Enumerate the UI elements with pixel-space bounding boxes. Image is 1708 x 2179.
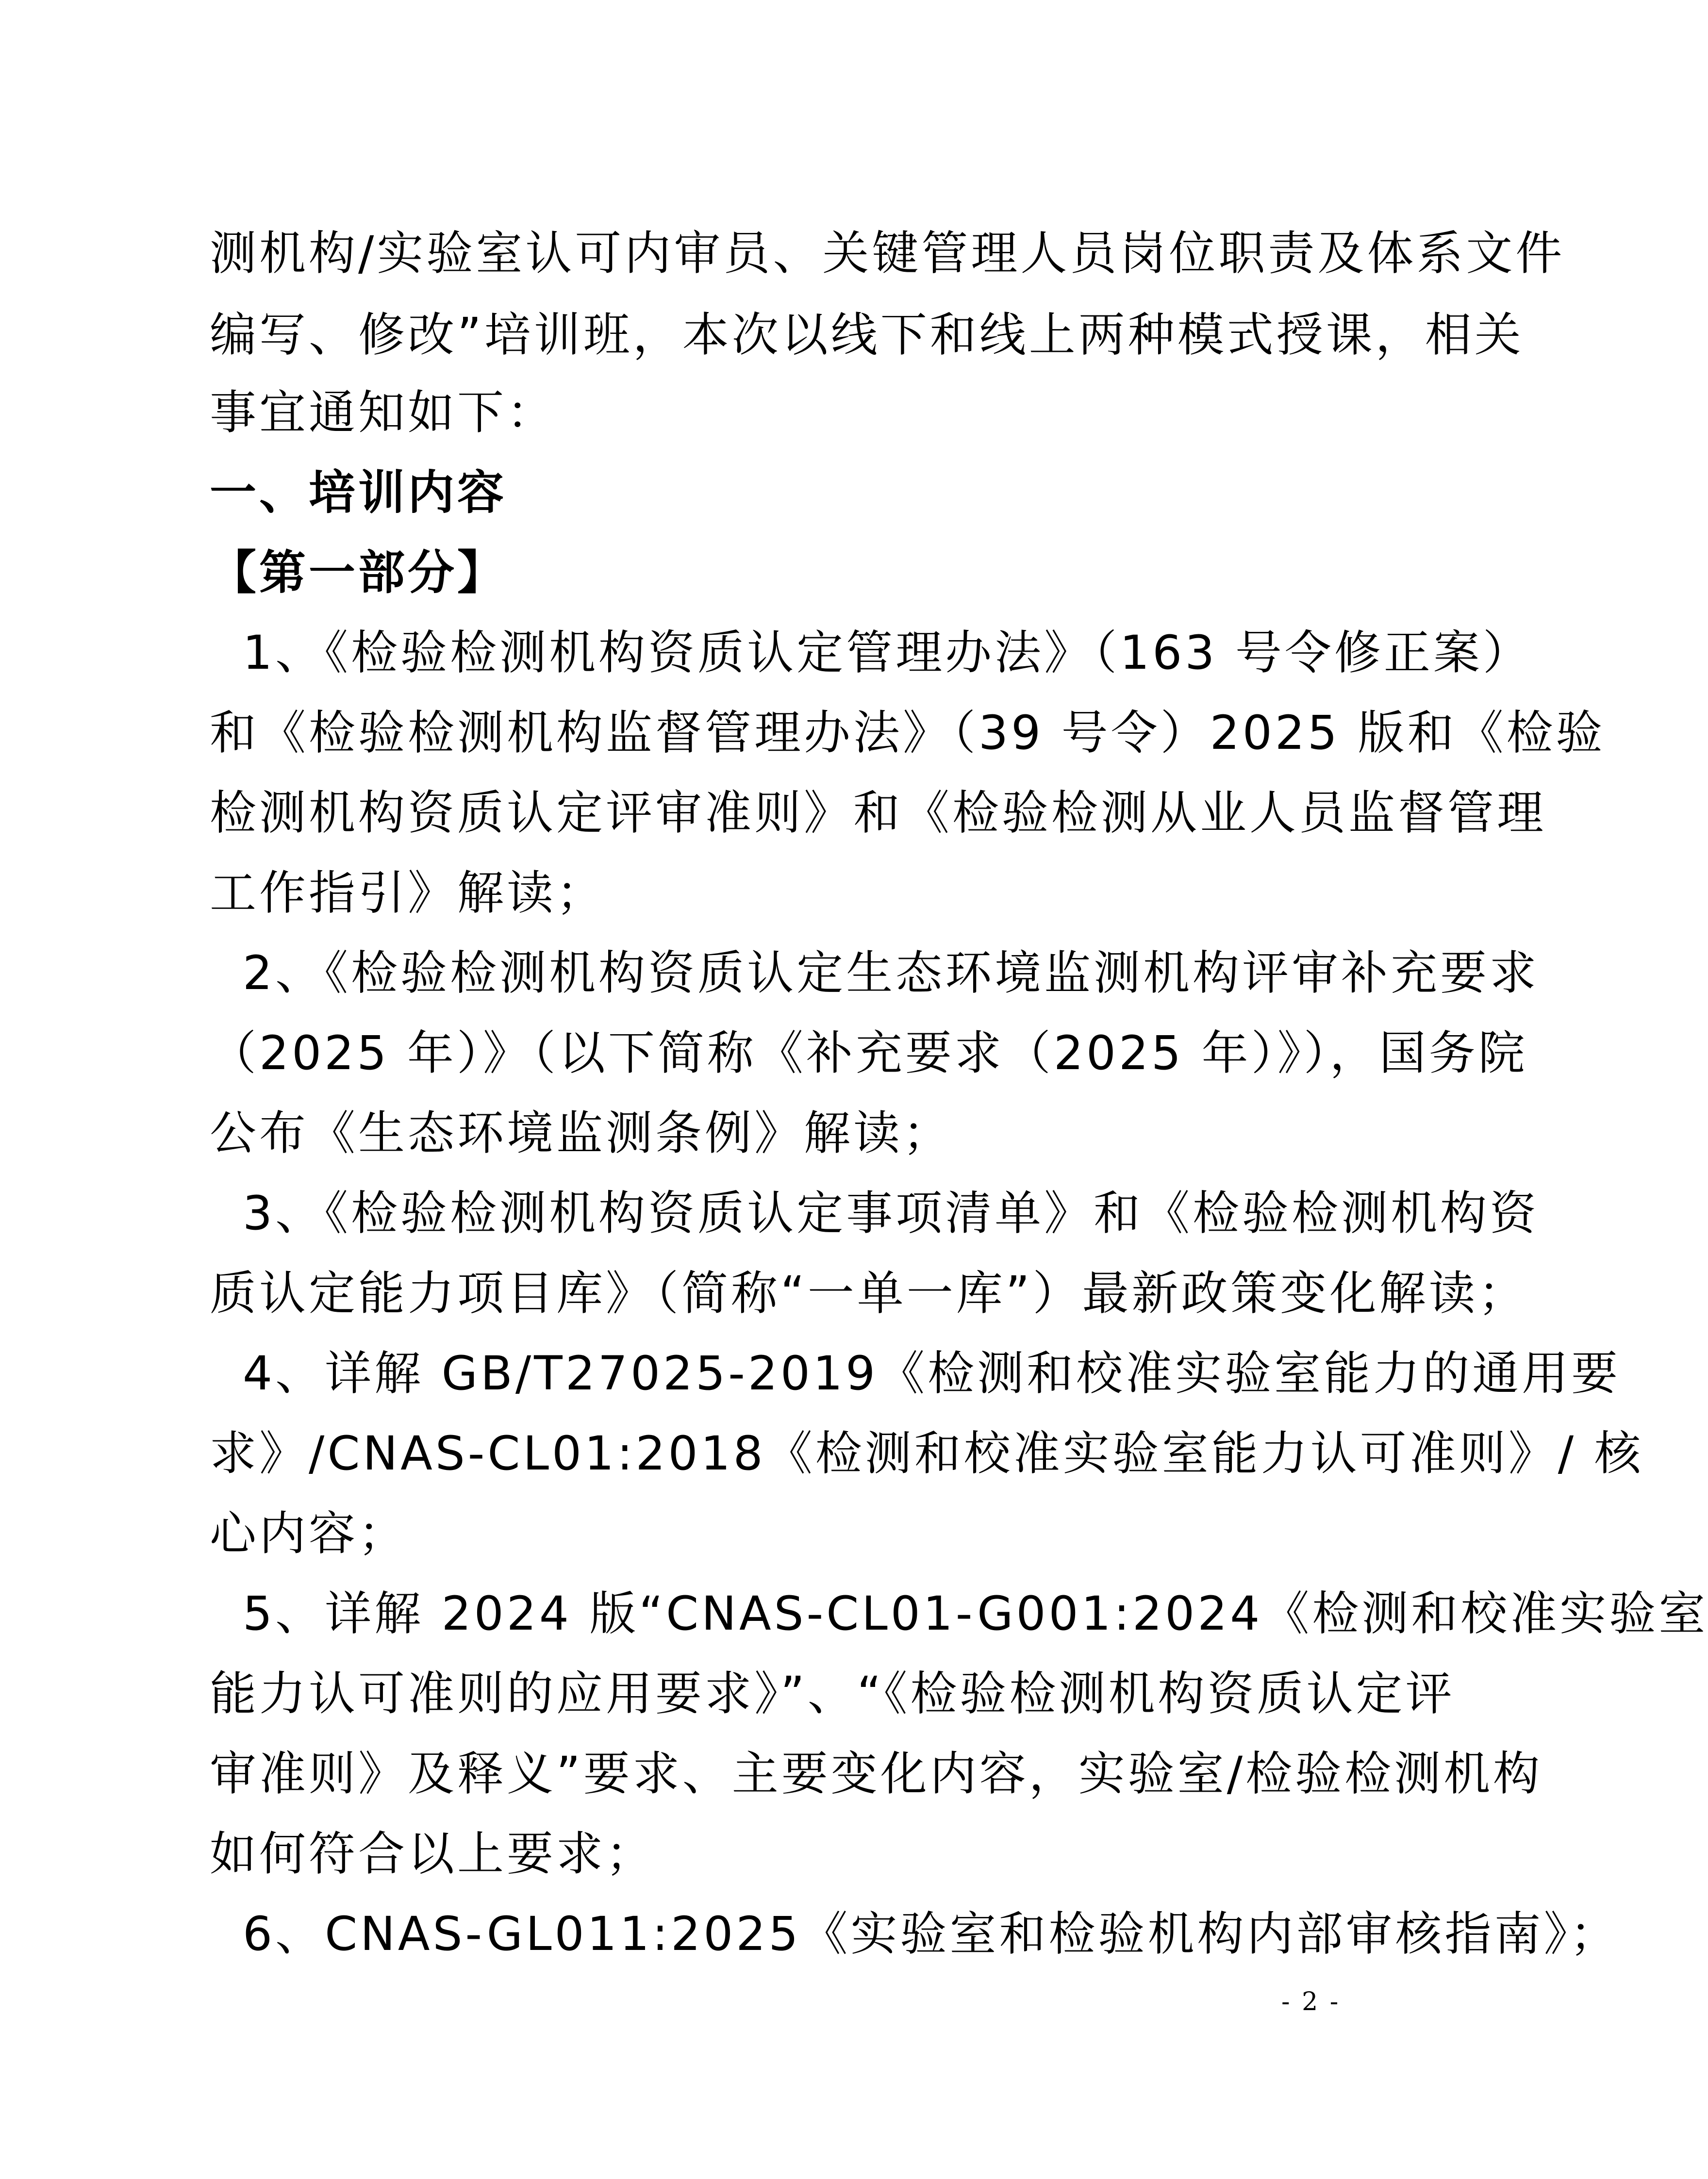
page-number: - 2 -: [1281, 1987, 1341, 2016]
list-item-4-line: 4、详解 GB/T27025-2019《检测和校准实验室能力的通用要: [243, 1346, 1621, 1401]
list-item-4-line: 心内容；: [210, 1506, 408, 1561]
list-item-2-line: 公布《生态环境监测条例》解读；: [210, 1106, 952, 1160]
section-heading: 一、培训内容: [210, 465, 507, 520]
subsection-heading: 【第一部分】: [210, 545, 507, 600]
list-item-1-line: 检测机构资质认定评审准则》和《检验检测从业人员监督管理: [210, 786, 1546, 840]
list-item-3-line: 3、《检验检测机构资质认定事项清单》和《检验检测机构资: [243, 1186, 1540, 1240]
list-item-5-line: 5、详解 2024 版“CNAS-CL01-G001:2024《检测和校准实验室: [243, 1586, 1708, 1641]
list-item-1-line: 工作指引》解读；: [210, 866, 606, 920]
list-item-5-line: 审准则》及释义”要求、主要变化内容，实验室/检验检测机构: [210, 1747, 1543, 1801]
list-item-6-line: 6、CNAS-GL011:2025《实验室和检验机构内部审核指南》；: [243, 1907, 1620, 1961]
body-text-line: 事宜通知如下：: [210, 385, 556, 440]
list-item-1-line: 和《检验检测机构监督管理办法》（39 号令）2025 版和《检验: [210, 706, 1606, 760]
list-item-2-line: 2、《检验检测机构资质认定生态环境监测机构评审补充要求: [243, 946, 1540, 1000]
list-item-4-line: 求》/CNAS-CL01:2018《检测和校准实验室能力认可准则》/ 核: [210, 1426, 1644, 1481]
list-item-1-line: 1、《检验检测机构资质认定管理办法》（163 号令修正案）: [243, 626, 1532, 680]
body-text-line: 测机构/实验室认可内审员、关键管理人员岗位职责及体系文件: [210, 226, 1565, 281]
list-item-5-line: 如何符合以上要求；: [210, 1827, 655, 1881]
list-item-3-line: 质认定能力项目库》（简称“一单一库”）最新政策变化解读；: [210, 1266, 1528, 1321]
list-item-2-line: （2025 年）》（以下简称《补充要求（2025 年）》），国务院: [210, 1026, 1528, 1080]
body-text-line: 编写、修改”培训班，本次以线下和线上两种模式授课，相关: [210, 308, 1524, 362]
list-item-5-line: 能力认可准则的应用要求》”、“《检验检测机构资质认定评: [210, 1667, 1455, 1721]
